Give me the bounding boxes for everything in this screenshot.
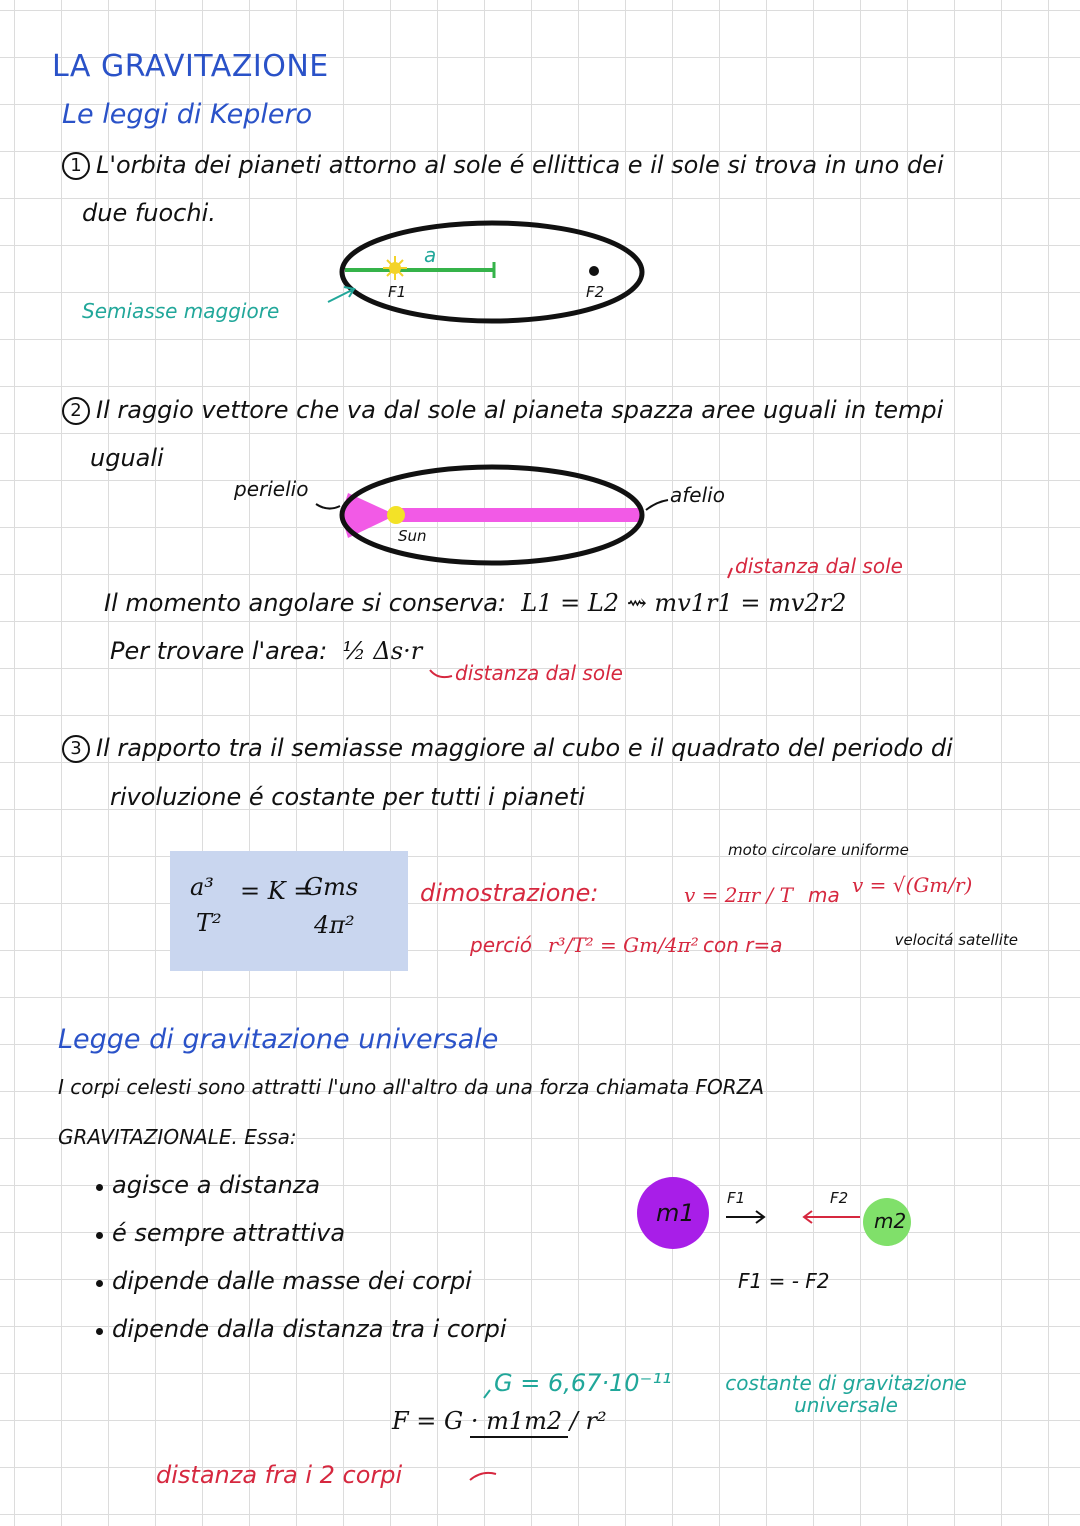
label-distance-sun-1: distanza dal sole (735, 554, 903, 578)
formula-rhs-num: Gms (304, 873, 359, 901)
law3-line2: rivoluzione é costante per tutti i pianeti (110, 783, 585, 811)
label-semiaxis: Semiasse maggiore (82, 299, 280, 323)
bullet-item: dipende dalle masse dei corpi (112, 1267, 472, 1295)
area-formula: ½ Δs·r (342, 637, 423, 665)
gravity-line1: I corpi celesti sono attratti l'uno all'altro da una forza chiamata FORZA (58, 1075, 765, 1099)
demo-line (420, 880, 598, 906)
perihelion-arrow (316, 504, 340, 509)
newton-formula: F = G · m1m2 / r² (392, 1407, 607, 1435)
bullet-item: agisce a distanza (112, 1171, 321, 1199)
demo-percio: perció (470, 933, 533, 957)
law2-line2: uguali (90, 444, 164, 472)
law3-line1: Il rapporto tra il semiasse maggiore al cubo e il quadrato del periodo di (96, 734, 953, 762)
formula-lhs-den: T² (196, 909, 222, 937)
focus2-dot (589, 266, 599, 276)
aphelion-arrow (646, 500, 668, 510)
g-label: costante di gravitazione universale (725, 1371, 967, 1417)
law1-line1: L'orbita dei pianeti attorno al sole é ellittica e il sole si trova in uno dei (96, 151, 944, 179)
gravity-line2: GRAVITAZIONALE. Essa: (58, 1125, 297, 1149)
distance-label: distanza fra i 2 corpi (156, 1461, 403, 1489)
bullet-dot (96, 1280, 103, 1287)
sun-icon-2 (387, 506, 405, 524)
swept-area-aphelion (396, 508, 642, 522)
law3-number: 3 (62, 735, 90, 763)
law2-line1: Il raggio vettore che va dal sole al pianeta spazza aree uguali in tempi (96, 396, 944, 424)
demo-v2: v = √(Gm/r) (852, 873, 973, 897)
label-f2: F2 (586, 283, 605, 301)
formula-lhs-num: a³ (190, 873, 214, 901)
momentum-text: Il momento angolare si conserva: (104, 589, 507, 617)
demo-ma: ma (808, 883, 840, 907)
demo-con: con r=a (703, 933, 783, 957)
label-m2: m2 (874, 1209, 907, 1233)
label-m1: m1 (656, 1199, 695, 1227)
demo-v: v = 2πr / T (684, 883, 793, 907)
page-title: LA GRAVITAZIONE (52, 49, 329, 84)
law2-number: 2 (62, 397, 90, 425)
gravity-title: Legge di gravitazione universale (58, 1024, 499, 1055)
label-a: a (424, 243, 437, 267)
formula-rhs-den: 4π² (314, 911, 355, 939)
bullet-dot (96, 1184, 103, 1191)
momentum-line (104, 590, 846, 616)
distance-arrow-2 (430, 670, 452, 677)
note-velocity: velocitá satellite (894, 931, 1018, 949)
distance-arrow-3 (470, 1473, 496, 1480)
law1-line2: due fuochi. (82, 199, 216, 227)
formula-mid: = K = (240, 877, 314, 905)
demo-label: dimostrazione: (420, 879, 599, 907)
force-equation: F1 = - F2 (738, 1269, 830, 1293)
label-distance-sun-2: distanza dal sole (455, 661, 623, 685)
momentum-formula: L1 = L2 ⇝ mv1r1 = mv2r2 (521, 589, 847, 617)
note-motion: moto circolare uniforme (728, 841, 909, 859)
demo-ratio: r³/T² = Gm/4π² (548, 933, 699, 957)
section-subtitle-kepler: Le leggi di Keplero (62, 99, 313, 130)
label-force-f2: F2 (830, 1189, 849, 1207)
label-aphelion: afelio (670, 483, 725, 507)
label-force-f1: F1 (727, 1189, 746, 1207)
bullet-dot (96, 1328, 103, 1335)
law1-number: 1 (62, 152, 90, 180)
bullet-dot (96, 1232, 103, 1239)
label-perihelion: perielio (234, 477, 309, 501)
bullet-item: dipende dalla distanza tra i corpi (112, 1315, 507, 1343)
label-f1: F1 (388, 283, 407, 301)
g-value: G = 6,67·10⁻¹¹ (494, 1369, 672, 1397)
bullet-item: é sempre attrattiva (112, 1219, 346, 1247)
area-line (110, 638, 422, 664)
law2-text (62, 397, 943, 425)
label-sun: Sun (398, 527, 427, 545)
law3-text (62, 735, 953, 763)
sun-icon-1 (383, 256, 407, 280)
semiaxis-arrow (328, 290, 352, 302)
area-text: Per trovare l'area: (110, 637, 328, 665)
